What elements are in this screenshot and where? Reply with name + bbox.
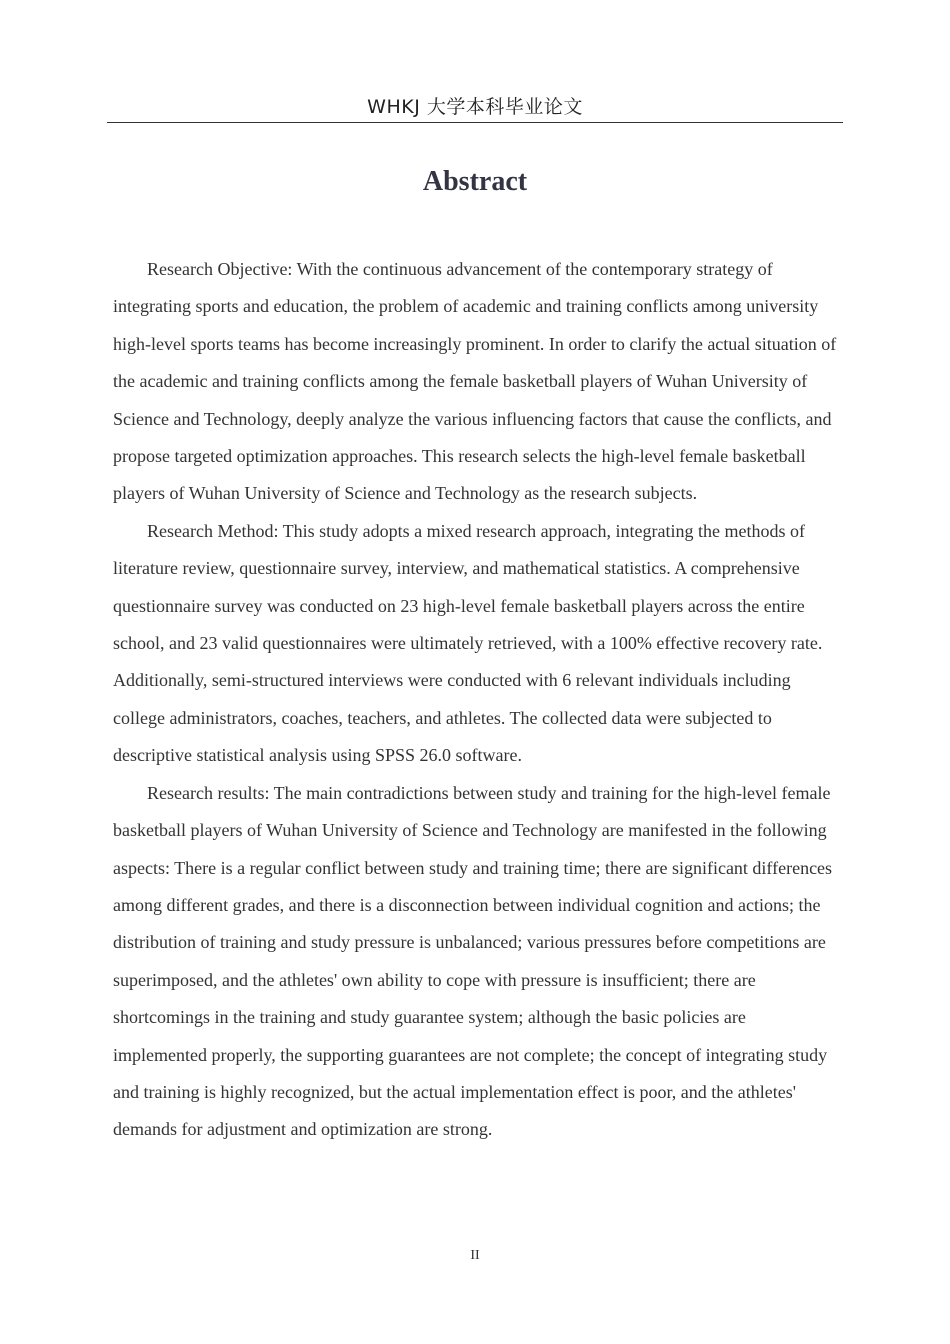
paragraph-research-objective: Research Objective: With the continuous advancement of the contemporary strategy of integrating sports and education, the problem of academic and training conflicts among university high-level sports teams has become increasingly prominent. In order to clarify the actual situation of the academic and training conflicts among the female basketball players of Wuhan University of Science and Technology, deeply analyze the various influencing factors that cause the conflicts, and propose targeted optimization approaches. This research selects the high-level female basketball players of Wuhan University of Science and Technology as the research subjects.: [113, 259, 837, 504]
running-header: WHKJ 大学本科毕业论文: [367, 96, 583, 118]
abstract-title: Abstract: [422, 166, 528, 197]
paragraph-research-method: Research Method: This study adopts a mixed research approach, integrating the methods of literature review, questionnaire survey, interview, and mathematical statistics. A comprehensive questionnaire survey was conducted on 23 high-level female basketball players across the entire school, and 23 valid questionnaires were ultimately retrieved, with a 100% effective recovery rate. Additionally, semi-structured interviews were conducted with 6 relevant individuals including college administrators, coaches, teachers, and athletes. The collected data were subjected to descriptive statistical analysis using SPSS 26.0 software.: [113, 520, 823, 766]
abstract-body: [113, 251, 837, 1149]
paragraph-research-results: Research results: The main contradictions between study and training for the high-level female basketball players of Wuhan University of Science and Technology are manifested in the following aspects: There is a regular conflict between study and training time; there are significant differences among different grades, and there is a disconnection between individual cognition and actions; the distribution of training and study pressure is unbalanced; various pressures before competitions are superimposed, and the athletes' own ability to cope with pressure is insufficient; there are shortcomings in the training and study guarantee system; although the basic policies are implemented properly, the supporting guarantees are not complete; the concept of integrating study and training is highly recognized, but the actual implementation effect is poor, and the athletes' demands for adjustment and optimization are strong.: [113, 782, 833, 1140]
page-number: II: [470, 1248, 480, 1263]
header-rule: [107, 122, 843, 123]
